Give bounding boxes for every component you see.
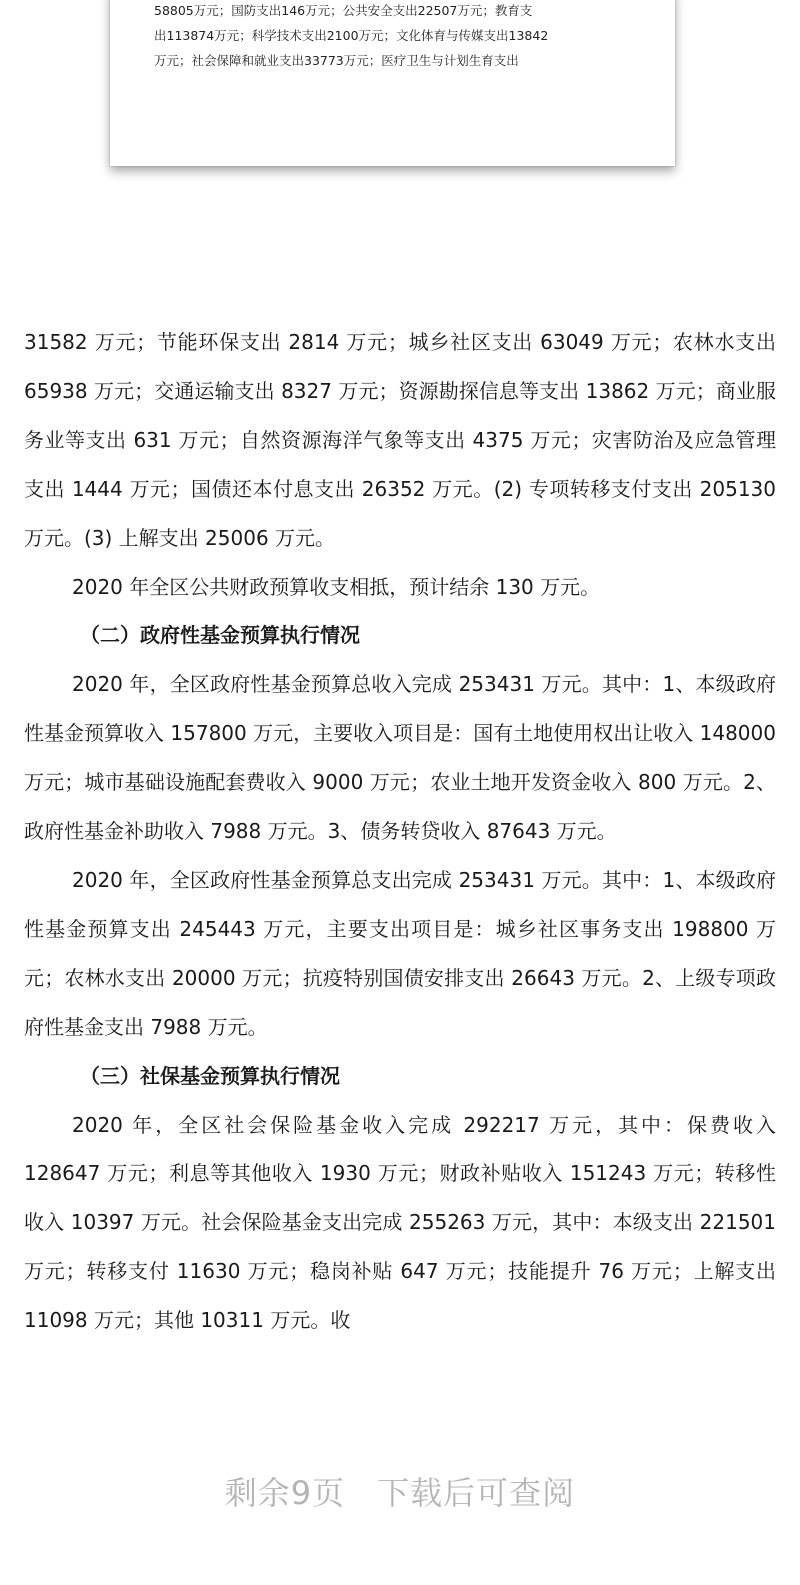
paragraph-social-insurance: 2020 年，全区社会保险基金收入完成 292217 万元，其中：保费收入 128647 万元；利息等其他收入 1930 万元；财政补贴收入 151243 万元；转移性收入 10397 万元。社会保险基金支出完成 255263 万元，其中：本级支出 221501 万元；转移支付 11630 万元；稳岗补贴 647 万元；技能提升 76 万元；上解支出 11098 万元；其他 10311 万元。收 bbox=[24, 1112, 776, 1333]
preview-page-card bbox=[110, 0, 675, 166]
remaining-pages-label[interactable]: 剩余9页 bbox=[224, 1474, 346, 1512]
download-to-view-label[interactable]: 下载后可查阅 bbox=[377, 1474, 576, 1512]
download-prompt[interactable] bbox=[0, 1458, 800, 1528]
paragraph-fund-expenditure: 2020 年，全区政府性基金预算总支出完成 253431 万元。其中：1、本级政府性基金预算支出 245443 万元，主要支出项目是：城乡社区事务支出 198800 万元；农林水支出 20000 万元；抗疫特别国债安排支出 26643 万元。2、上级专项政府性基金支出 7988 万元。 bbox=[24, 867, 776, 1039]
paragraph-budget-balance: 2020 年全区公共财政预算收支相抵，预计结余 130 万元。 bbox=[72, 574, 601, 599]
section-heading-government-fund: （二）政府性基金预算执行情况 bbox=[80, 623, 360, 648]
document-body bbox=[24, 318, 776, 1345]
preview-line: 58805万元；国防支出146万元；公共安全支出22507万元；教育支 bbox=[154, 3, 533, 18]
preview-line: 万元；社会保障和就业支出33773万元；医疗卫生与计划生育支出 bbox=[154, 53, 519, 68]
section-heading-social-insurance: （三）社保基金预算执行情况 bbox=[80, 1063, 340, 1088]
preview-line: 出113874万元；科学技术支出2100万元；文化体育与传媒支出13842 bbox=[154, 28, 549, 43]
paragraph-expenditure-continued: 31582 万元；节能环保支出 2814 万元；城乡社区支出 63049 万元；农林水支出 65938 万元；交通运输支出 8327 万元；资源勘探信息等支出 13862 万元；商业服务业等支出 631 万元；自然资源海洋气象等支出 4375 万元；灾害防治及应急管理支出 1444 万元；国债还本付息支出 26352 万元。(2) 专项转移支付支出 205130 万元。(3) 上解支出 25006 万元。 bbox=[24, 330, 776, 550]
paragraph-fund-revenue: 2020 年，全区政府性基金预算总收入完成 253431 万元。其中：1、本级政府性基金预算收入 157800 万元，主要收入项目是：国有土地使用权出让收入 148000 万元；城市基础设施配套费收入 9000 万元；农业土地开发资金收入 800 万元。2、政府性基金补助收入 7988 万元。3、债务转贷收入 87643 万元。 bbox=[24, 672, 776, 844]
preview-card-text bbox=[154, 0, 654, 73]
